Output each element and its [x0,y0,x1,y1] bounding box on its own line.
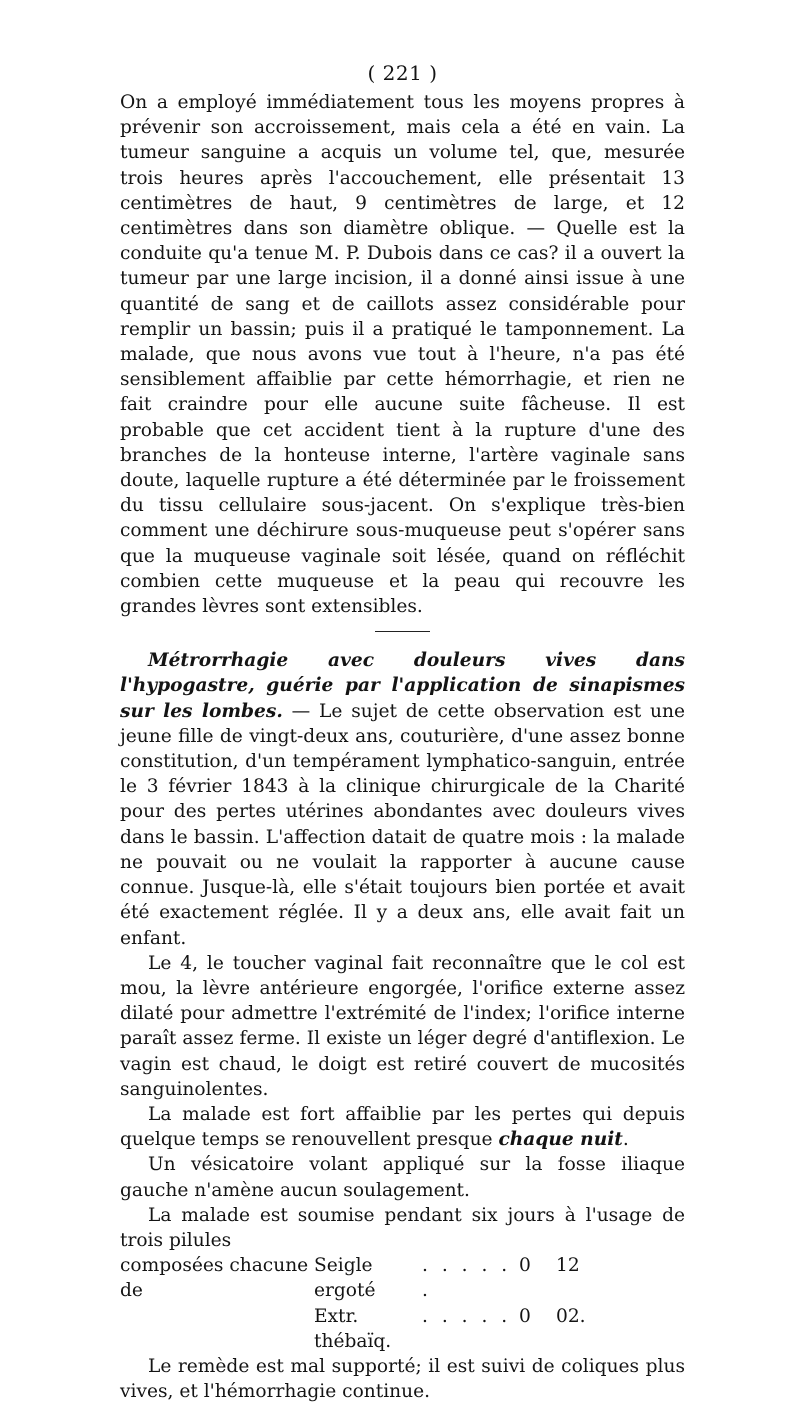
pertes-emphasis: chaque nuit [498,1129,623,1151]
document-page [120,60,685,1404]
pertes-end: . [622,1129,629,1151]
formula-quantity-grams: 0 [519,1305,531,1327]
pertes-text: La malade est fort affaiblie par les pertes qui depuis quelque temps se renouvellent presque [120,1103,685,1151]
section-paragraph [120,648,685,950]
paragraph-final: Le remède est mal supporté; il est suivi de coliques plus vives, et l'hémorrhagie continue. [120,1355,685,1403]
section-title: Métrorrhagie avec douleurs vives dans l'hypogastre, guérie par l'application de sinapismes sur les lombes. [120,650,685,722]
paragraph-toucher: Le 4, le toucher vaginal fait reconnaître que le col est mou, la lèvre antérieure engorgée, l'orifice externe assez dilaté pour admettre l'extrémité de l'index; l'orifice interne paraît assez ferme. Il existe un léger degré d'antiflexion. Le vagin est chaud, le doigt est retiré couvert de mucosités sanguinolentes. [120,952,685,1100]
formula-row [120,1304,685,1354]
formula-dots: . . . . . . [422,1255,512,1302]
formula-ingredient: Seigle ergoté [314,1255,376,1302]
formula-prefix: composées chacune de [120,1255,309,1302]
formula-row [120,1253,685,1303]
formula-quantity-grams: 0 [519,1255,531,1277]
paragraph-tumeur: On a employé immédiatement tous les moyens propres à prévenir son accroissement, mais cela a été en vain. La tumeur sanguine a acquis un volume tel, que, mesurée trois heures après l'accouchement, elle présentait 13 centimètres de haut, 9 centimètres de large, et 12 centimètres dans son diamètre oblique. — Quelle est la conduite qu'a tenue M. P. Dubois dans ce cas? il a ouvert la tumeur par une large incision, il a donné ainsi issue à une quantité de sang et de caillots assez considérable pour remplir un bassin; puis il a pratiqué le tamponnement. La malade, que nous avons vue tout à l'heure, n'a pas été sensiblement affaiblie par cette hémorrhagie, et rien ne fait craindre pour elle aucune suite fâcheuse. Il est probable que cet accident tient à la rupture d'une des branches de la honteuse interne, l'artère vaginale sans doute, laquelle rupture a été déterminée par le froissement du tissu cellulaire sous-jacent. On s'explique très-bien comment une déchirure sous-muqueuse peut s'opérer sans que la muqueuse vaginale soit lésée, quand on réfléchit combien cette muqueuse et la peau qui recouvre les grandes lèvres sont extensibles. [120,92,685,618]
formula-dots: . . . . . [422,1305,512,1327]
paragraph-pilules: La malade est soumise pendant six jours à l'usage de trois pilules [120,1204,685,1251]
formula-quantity-centigrams: 02. [556,1305,586,1327]
paragraph-pertes [120,1102,685,1152]
section-intro: — Le sujet de cette observation est une jeune fille de vingt-deux ans, couturière, d'une assez bonne constitution, d'un tempérament lymphatico-sanguin, entrée le 3 février 1843 à la clinique chirurgicale de la Charité pour des pertes utérines abondantes avec douleurs vives dans le bassin. L'affection datait de quatre mois : la malade ne pouvait ou ne voulait la rapporter à aucune cause connue. Jusque-là, elle s'était toujours bien portée et avait été exactement réglée. Il y a deux ans, elle avait fait un enfant. [120,700,685,949]
formula-ingredient: Extr. thébaïq. [314,1305,392,1352]
formula-quantity-centigrams: 12 [556,1255,580,1277]
page-number: ( 221 ) [367,61,438,85]
formula-table [120,1253,685,1354]
section-divider [375,631,430,632]
paragraph-vesicatoire: Un vésicatoire volant appliqué sur la fosse iliaque gauche n'amène aucun soulagement. [120,1154,685,1201]
